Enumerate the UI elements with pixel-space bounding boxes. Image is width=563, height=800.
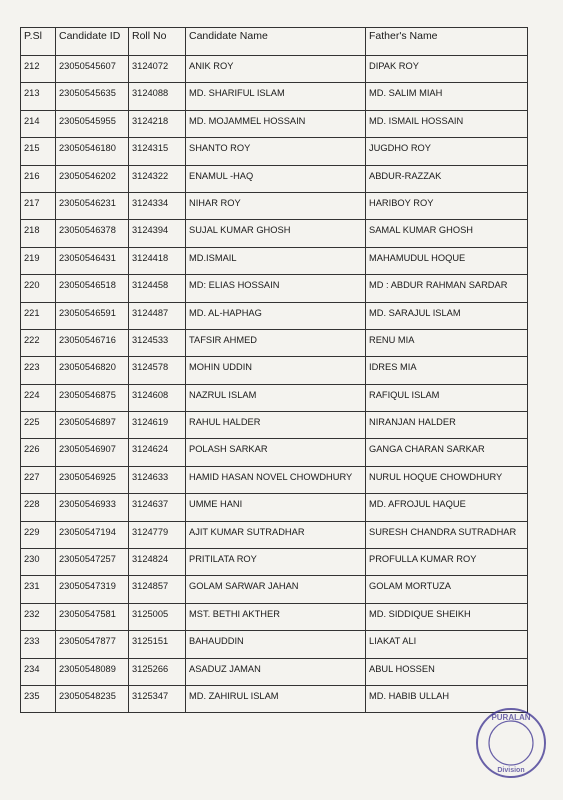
cell-candidate-name: ENAMUL -HAQ bbox=[186, 165, 366, 192]
cell-roll-no: 3124633 bbox=[129, 466, 186, 493]
cell-fathers-name: ABDUR-RAZZAK bbox=[366, 165, 528, 192]
cell-candidate-id: 23050546591 bbox=[56, 302, 129, 329]
table-row bbox=[21, 56, 528, 83]
cell-psl: 223 bbox=[21, 357, 56, 384]
cell-fathers-name: SAMAL KUMAR GHOSH bbox=[366, 220, 528, 247]
table-row bbox=[21, 83, 528, 110]
cell-candidate-name: POLASH SARKAR bbox=[186, 439, 366, 466]
header-roll-no: Roll No bbox=[129, 28, 186, 56]
candidate-table bbox=[20, 27, 528, 713]
cell-fathers-name: MD. ISMAIL HOSSAIN bbox=[366, 110, 528, 137]
cell-fathers-name: IDRES MIA bbox=[366, 357, 528, 384]
cell-fathers-name: MD. AFROJUL HAQUE bbox=[366, 494, 528, 521]
table-row bbox=[21, 302, 528, 329]
cell-psl: 213 bbox=[21, 83, 56, 110]
cell-psl: 222 bbox=[21, 329, 56, 356]
cell-candidate-name: UMME HANI bbox=[186, 494, 366, 521]
cell-candidate-name: MD: ELIAS HOSSAIN bbox=[186, 275, 366, 302]
header-psl: P.Sl bbox=[21, 28, 56, 56]
cell-candidate-id: 23050545607 bbox=[56, 56, 129, 83]
cell-psl: 234 bbox=[21, 658, 56, 685]
cell-candidate-id: 23050545955 bbox=[56, 110, 129, 137]
cell-candidate-name: NIHAR ROY bbox=[186, 192, 366, 219]
cell-fathers-name: GANGA CHARAN SARKAR bbox=[366, 439, 528, 466]
cell-candidate-id: 23050546180 bbox=[56, 138, 129, 165]
table-row bbox=[21, 412, 528, 439]
cell-roll-no: 3124458 bbox=[129, 275, 186, 302]
cell-psl: 229 bbox=[21, 521, 56, 548]
cell-candidate-name: AJIT KUMAR SUTRADHAR bbox=[186, 521, 366, 548]
table-row bbox=[21, 110, 528, 137]
cell-roll-no: 3124072 bbox=[129, 56, 186, 83]
cell-candidate-name: HAMID HASAN NOVEL CHOWDHURY bbox=[186, 466, 366, 493]
cell-candidate-name: MD. AL-HAPHAG bbox=[186, 302, 366, 329]
cell-psl: 218 bbox=[21, 220, 56, 247]
cell-roll-no: 3124322 bbox=[129, 165, 186, 192]
header-fathers-name: Father's Name bbox=[366, 28, 528, 56]
cell-psl: 230 bbox=[21, 549, 56, 576]
cell-roll-no: 3124218 bbox=[129, 110, 186, 137]
cell-roll-no: 3124418 bbox=[129, 247, 186, 274]
header-candidate-id: Candidate ID bbox=[56, 28, 129, 56]
cell-candidate-name: ASADUZ JAMAN bbox=[186, 658, 366, 685]
cell-roll-no: 3124578 bbox=[129, 357, 186, 384]
table-row bbox=[21, 275, 528, 302]
cell-fathers-name: ABUL HOSSEN bbox=[366, 658, 528, 685]
table-row bbox=[21, 329, 528, 356]
table-row bbox=[21, 631, 528, 658]
cell-roll-no: 3125266 bbox=[129, 658, 186, 685]
cell-candidate-name: MD. SHARIFUL ISLAM bbox=[186, 83, 366, 110]
table-row bbox=[21, 521, 528, 548]
cell-fathers-name: SURESH CHANDRA SUTRADHAR bbox=[366, 521, 528, 548]
table-row bbox=[21, 658, 528, 685]
cell-psl: 220 bbox=[21, 275, 56, 302]
cell-candidate-id: 23050547257 bbox=[56, 549, 129, 576]
cell-psl: 214 bbox=[21, 110, 56, 137]
cell-candidate-id: 23050546431 bbox=[56, 247, 129, 274]
cell-fathers-name: MD. SALIM MIAH bbox=[366, 83, 528, 110]
cell-candidate-id: 23050547194 bbox=[56, 521, 129, 548]
cell-candidate-id: 23050546202 bbox=[56, 165, 129, 192]
cell-fathers-name: MD : ABDUR RAHMAN SARDAR bbox=[366, 275, 528, 302]
cell-candidate-id: 23050546378 bbox=[56, 220, 129, 247]
cell-candidate-name: MST. BETHI AKTHER bbox=[186, 603, 366, 630]
table-row bbox=[21, 466, 528, 493]
cell-psl: 217 bbox=[21, 192, 56, 219]
cell-candidate-name: ANIK ROY bbox=[186, 56, 366, 83]
cell-candidate-id: 23050546907 bbox=[56, 439, 129, 466]
cell-fathers-name: MD. SIDDIQUE SHEIKH bbox=[366, 603, 528, 630]
cell-fathers-name: RAFIQUL ISLAM bbox=[366, 384, 528, 411]
cell-candidate-id: 23050545635 bbox=[56, 83, 129, 110]
table-body bbox=[21, 56, 528, 713]
official-seal-icon bbox=[474, 706, 548, 780]
cell-psl: 226 bbox=[21, 439, 56, 466]
cell-fathers-name: RENU MIA bbox=[366, 329, 528, 356]
cell-candidate-name: NAZRUL ISLAM bbox=[186, 384, 366, 411]
cell-psl: 224 bbox=[21, 384, 56, 411]
cell-fathers-name: LIAKAT ALI bbox=[366, 631, 528, 658]
cell-candidate-id: 23050548089 bbox=[56, 658, 129, 685]
cell-roll-no: 3124619 bbox=[129, 412, 186, 439]
cell-candidate-id: 23050546820 bbox=[56, 357, 129, 384]
cell-psl: 235 bbox=[21, 685, 56, 712]
cell-candidate-name: MOHIN UDDIN bbox=[186, 357, 366, 384]
table-row bbox=[21, 220, 528, 247]
cell-roll-no: 3124857 bbox=[129, 576, 186, 603]
cell-psl: 232 bbox=[21, 603, 56, 630]
cell-roll-no: 3124487 bbox=[129, 302, 186, 329]
cell-candidate-id: 23050548235 bbox=[56, 685, 129, 712]
table-row bbox=[21, 603, 528, 630]
cell-roll-no: 3125151 bbox=[129, 631, 186, 658]
cell-roll-no: 3124334 bbox=[129, 192, 186, 219]
cell-fathers-name: PROFULLA KUMAR ROY bbox=[366, 549, 528, 576]
table-row bbox=[21, 357, 528, 384]
cell-psl: 221 bbox=[21, 302, 56, 329]
cell-roll-no: 3124624 bbox=[129, 439, 186, 466]
table-row bbox=[21, 494, 528, 521]
cell-candidate-id: 23050546716 bbox=[56, 329, 129, 356]
cell-roll-no: 3124394 bbox=[129, 220, 186, 247]
cell-candidate-name: MD.ISMAIL bbox=[186, 247, 366, 274]
cell-roll-no: 3125347 bbox=[129, 685, 186, 712]
cell-fathers-name: GOLAM MORTUZA bbox=[366, 576, 528, 603]
cell-candidate-id: 23050546925 bbox=[56, 466, 129, 493]
cell-fathers-name: MD. HABIB ULLAH bbox=[366, 685, 528, 712]
cell-psl: 219 bbox=[21, 247, 56, 274]
cell-candidate-name: RAHUL HALDER bbox=[186, 412, 366, 439]
seal-text-bottom: Division bbox=[497, 767, 525, 774]
header-candidate-name: Candidate Name bbox=[186, 28, 366, 56]
cell-candidate-id: 23050546518 bbox=[56, 275, 129, 302]
table-row bbox=[21, 685, 528, 712]
cell-candidate-name: MD. MOJAMMEL HOSSAIN bbox=[186, 110, 366, 137]
cell-candidate-id: 23050546875 bbox=[56, 384, 129, 411]
cell-fathers-name: JUGDHO ROY bbox=[366, 138, 528, 165]
cell-roll-no: 3124779 bbox=[129, 521, 186, 548]
table-header-row bbox=[21, 28, 528, 56]
cell-candidate-name: PRITILATA ROY bbox=[186, 549, 366, 576]
cell-candidate-id: 23050546897 bbox=[56, 412, 129, 439]
cell-fathers-name: NIRANJAN HALDER bbox=[366, 412, 528, 439]
cell-roll-no: 3124315 bbox=[129, 138, 186, 165]
cell-roll-no: 3124824 bbox=[129, 549, 186, 576]
cell-psl: 212 bbox=[21, 56, 56, 83]
cell-fathers-name: NURUL HOQUE CHOWDHURY bbox=[366, 466, 528, 493]
cell-candidate-name: BAHAUDDIN bbox=[186, 631, 366, 658]
cell-candidate-id: 23050547319 bbox=[56, 576, 129, 603]
cell-psl: 228 bbox=[21, 494, 56, 521]
cell-fathers-name: MAHAMUDUL HOQUE bbox=[366, 247, 528, 274]
seal-text-top: PURALAN bbox=[491, 713, 531, 722]
cell-psl: 225 bbox=[21, 412, 56, 439]
cell-psl: 227 bbox=[21, 466, 56, 493]
cell-candidate-id: 23050546231 bbox=[56, 192, 129, 219]
table-row bbox=[21, 549, 528, 576]
cell-roll-no: 3125005 bbox=[129, 603, 186, 630]
cell-roll-no: 3124533 bbox=[129, 329, 186, 356]
cell-candidate-name: SHANTO ROY bbox=[186, 138, 366, 165]
table-row bbox=[21, 165, 528, 192]
cell-fathers-name: MD. SARAJUL ISLAM bbox=[366, 302, 528, 329]
cell-candidate-name: MD. ZAHIRUL ISLAM bbox=[186, 685, 366, 712]
cell-psl: 216 bbox=[21, 165, 56, 192]
cell-candidate-id: 23050547581 bbox=[56, 603, 129, 630]
cell-candidate-name: SUJAL KUMAR GHOSH bbox=[186, 220, 366, 247]
cell-fathers-name: HARIBOY ROY bbox=[366, 192, 528, 219]
table-row bbox=[21, 576, 528, 603]
cell-candidate-id: 23050546933 bbox=[56, 494, 129, 521]
cell-roll-no: 3124088 bbox=[129, 83, 186, 110]
cell-candidate-name: GOLAM SARWAR JAHAN bbox=[186, 576, 366, 603]
cell-candidate-name: TAFSIR AHMED bbox=[186, 329, 366, 356]
document-page bbox=[20, 27, 527, 713]
cell-psl: 215 bbox=[21, 138, 56, 165]
cell-psl: 231 bbox=[21, 576, 56, 603]
cell-candidate-id: 23050547877 bbox=[56, 631, 129, 658]
cell-roll-no: 3124637 bbox=[129, 494, 186, 521]
cell-psl: 233 bbox=[21, 631, 56, 658]
table-row bbox=[21, 138, 528, 165]
table-row bbox=[21, 247, 528, 274]
cell-fathers-name: DIPAK ROY bbox=[366, 56, 528, 83]
table-row bbox=[21, 192, 528, 219]
table-row bbox=[21, 439, 528, 466]
table-row bbox=[21, 384, 528, 411]
cell-roll-no: 3124608 bbox=[129, 384, 186, 411]
